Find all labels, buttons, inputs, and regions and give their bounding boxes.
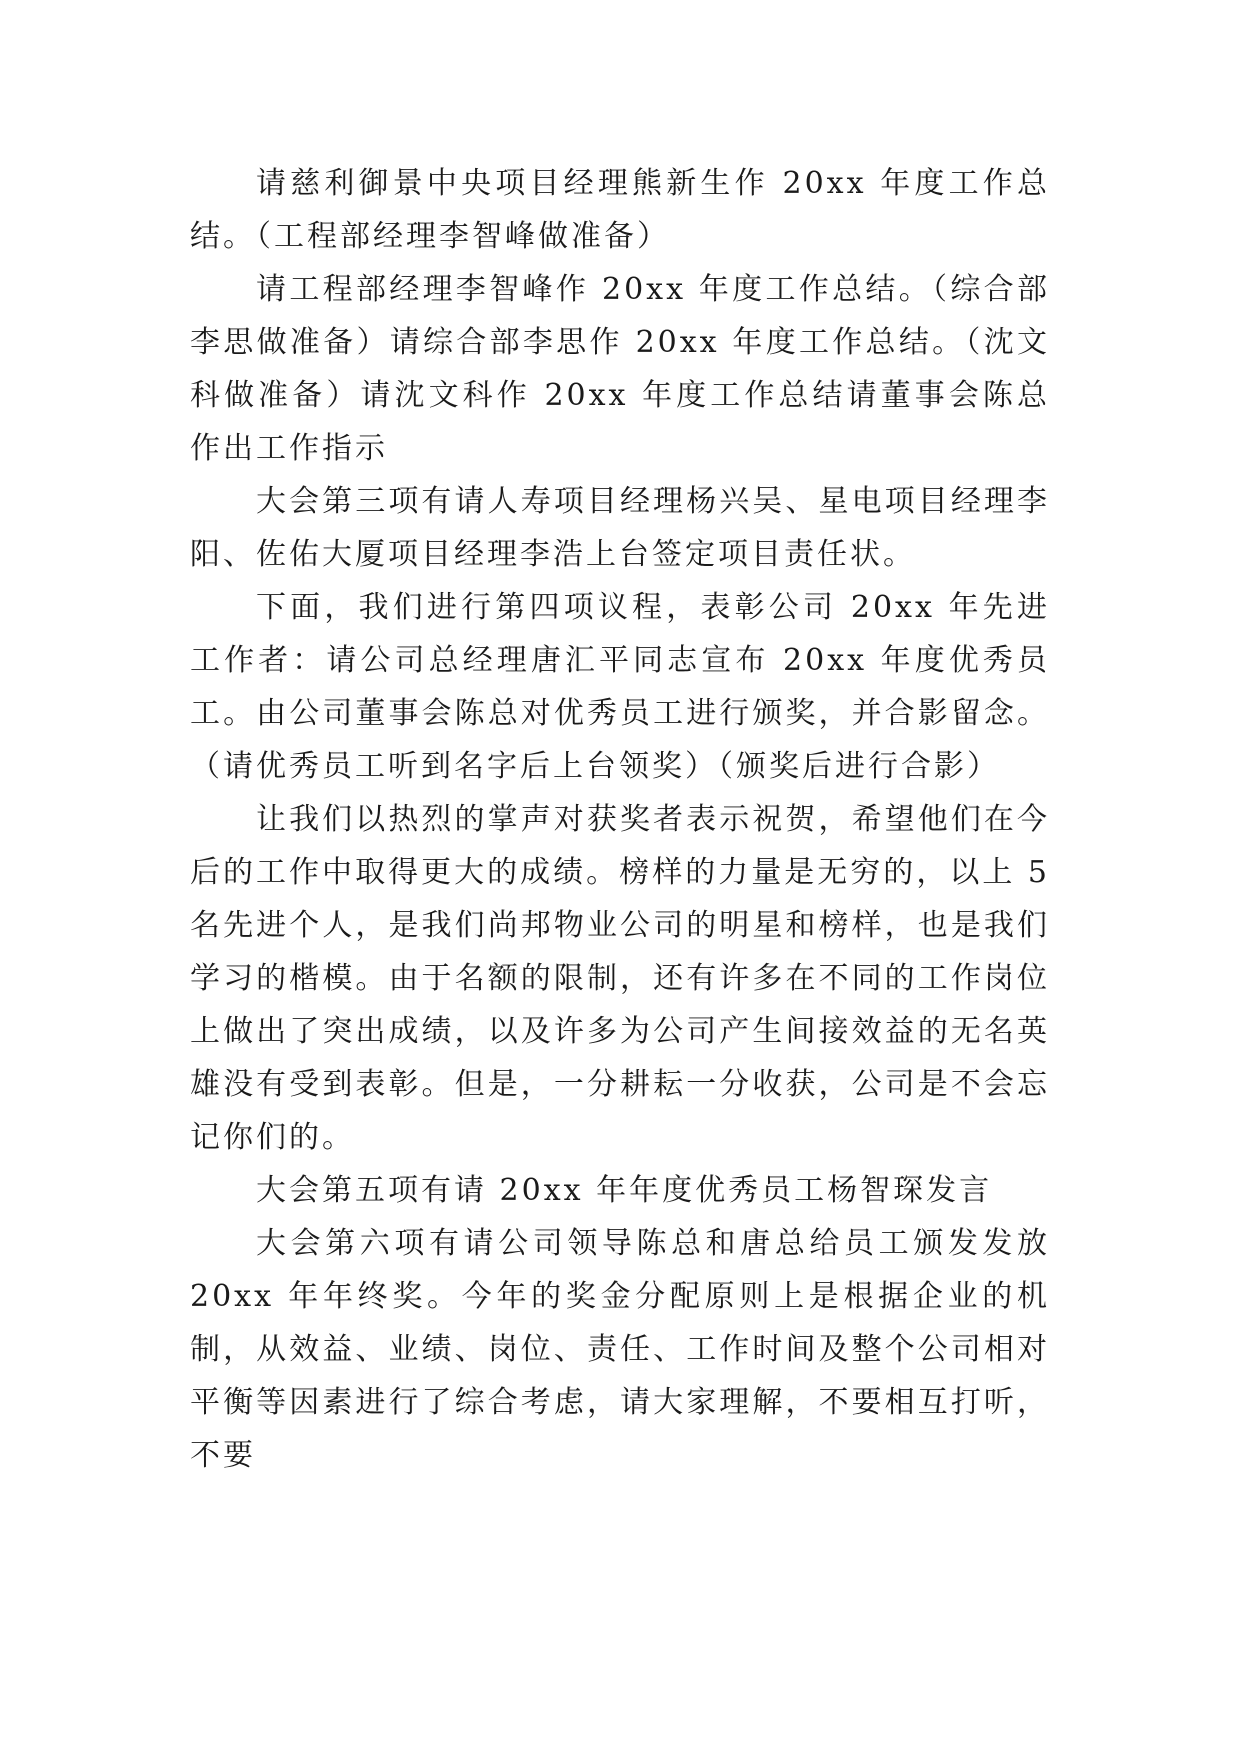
paragraph-agenda-item-four: 下面，我们进行第四项议程，表彰公司 20xx 年先进工作者：请公司总经理唐汇平同志宣布 20xx 年度优秀员工。由公司董事会陈总对优秀员工进行颁奖，并合影留念。（请优秀员工听到名字后上台领奖）（颁奖后进行合影） (190, 590, 1050, 784)
paragraph-department-summaries: 请工程部经理李智峰作 20xx 年度工作总结。（综合部李思做准备）请综合部李思作 20xx 年度工作总结。（沈文科做准备）请沈文科作 20xx 年度工作总结请董事会陈总作出工作指示 (190, 272, 1050, 466)
paragraph-agenda-item-three: 大会第三项有请人寿项目经理杨兴吴、星电项目经理李阳、佐佑大厦项目经理李浩上台签定项目责任状。 (190, 484, 1050, 572)
paragraph-agenda-item-six: 大会第六项有请公司领导陈总和唐总给员工颁发发放 20xx 年年终奖。今年的奖金分配原则上是根据企业的机制，从效益、业绩、岗位、责任、工作时间及整个公司相对平衡等因素进行了综合考虑，请大家理解，不要相互打听，不要 (190, 1226, 1050, 1473)
paragraph-agenda-item-five: 大会第五项有请 20xx 年年度优秀员工杨智琛发言 (256, 1173, 993, 1208)
paragraph-congratulations: 让我们以热烈的掌声对获奖者表示祝贺，希望他们在今后的工作中取得更大的成绩。榜样的力量是无穷的，以上 5 名先进个人，是我们尚邦物业公司的明星和榜样，也是我们学习的楷模。由于名额的限制，还有许多在不同的工作岗位上做出了突出成绩，以及许多为公司产生间接效益的无名英雄没有受到表彰。但是，一分耕耘一分收获，公司是不会忘记你们的。 (190, 802, 1050, 1155)
paragraph-project-manager-summary: 请慈利御景中央项目经理熊新生作 20xx 年度工作总结。（工程部经理李智峰做准备） (190, 166, 1050, 254)
document-body (190, 157, 1050, 1482)
